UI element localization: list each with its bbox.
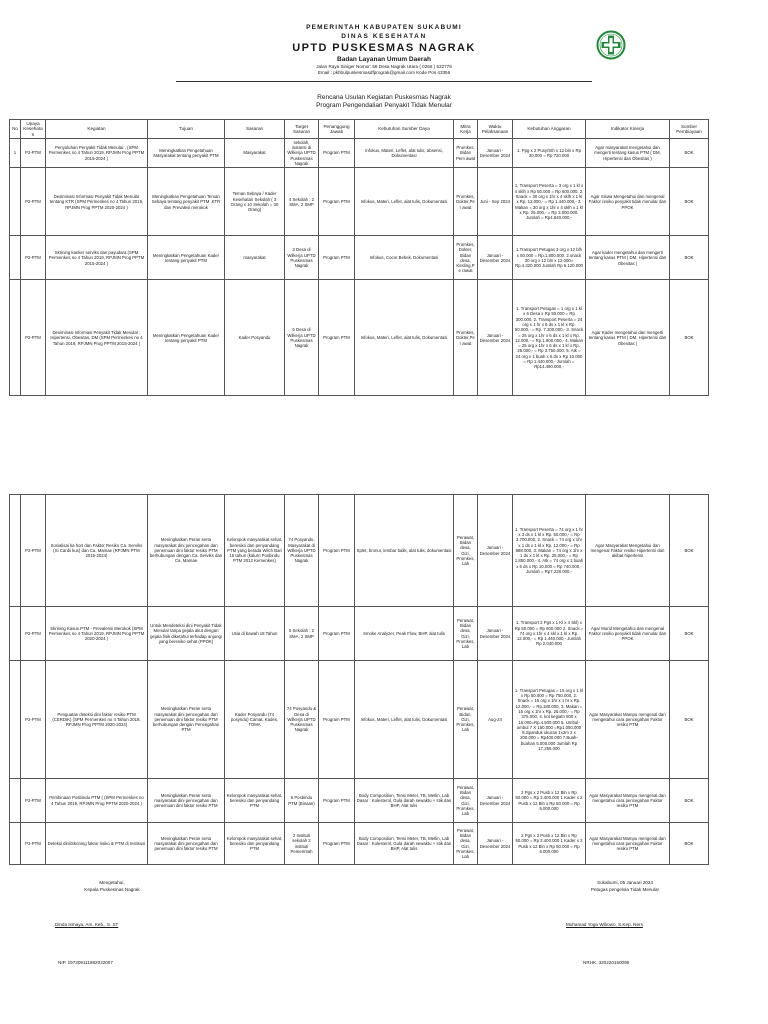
cell-indikator: Agar Masyarakat Mampu mengenal dan mengetahui cara pencegahan Faktor resiko PTM: [586, 661, 670, 779]
letterhead: [0, 24, 768, 75]
cell-tujuan: Meningkatkan Pengetahuan Kader tentang penyakit PTM: [148, 236, 225, 280]
cell-pj: Program PTM: [319, 661, 355, 779]
cell-target: 2 Instituti sekolah 2 instituti Pemerintah: [285, 823, 319, 865]
table-header-row: [10, 120, 709, 139]
table-row: [10, 280, 709, 396]
table-row: [10, 168, 709, 236]
cell-tujuan: Meningkatkan Peran serta masyarakat dini pencegahan dan penemuan dini faktor resiko PTM: [148, 779, 225, 823]
cell-pembiayaan: BOK: [670, 779, 709, 823]
cell-anggaran: 2 Pgs x 2 Pusb x 12 Bln x Rp 50.000 = Rp 2.400.000 1 Kader x 2 Pusb x 12 Bln x Rp 50.000 = Rp 6.000.000: [513, 823, 586, 865]
header-no: No: [10, 120, 21, 139]
cell-kegiatan: Skrining kanker serviks dan payudara (SPM Permenkes no 4 Tahun 2019, RPJMN Prog PPTM 2015-2024 ): [46, 236, 148, 280]
cell-waktu: Januari - Desember 2024: [478, 779, 513, 823]
cell-waktu: Januari - Desember 2024: [478, 236, 513, 280]
cell-target: 74 Posyandu, Masyarakat di Wilkerja UPTD Puskesmas Nagrak: [285, 495, 319, 607]
cell-anggaran: 1. Transport Petugas = 1 org x 1 kl x 6 Desa x Rp 50.000 = Rp 300.000, 2. Transport Peserta = 24 org x 1 hr x 6 ds x 1 kl x Rp. 50.000,- = Rp. 7.200.000,- 3. Snack = 25 org x 1hr x 6 ds x 1 kl x Rp. 12.000,- = Rp.1.800.000,- 4. Makan = 25 org x 1hr x 6 ds x 1 kl x Rp. 25.000,- = Rp 3.750.000. 5. Atk = 24 org x 1 buah x 6 ds x Rp 10.000 = Rp 1.440.000,- Jumlah = Rp14.490.000,-: [513, 280, 586, 396]
cell-kegiatan: Skrining Kasus PTM - Prevalensi Merokok (SPM Permenkes no 4 Tahun 2019, RPJMN Prog PPTM 2020-2024 ): [46, 607, 148, 661]
cell-mitra: Promkes, Dokter, Bidan desa, Kesling,Pe rawat: [454, 236, 478, 280]
signature-right-name: Muhamad Yoga Wibowo, S.Kep. Ners: [566, 922, 643, 927]
cell-mitra: Perawat, Bidan desa, Gizi, Promkes, Lab: [454, 607, 478, 661]
cell-no: [10, 495, 21, 607]
cell-waktu: Januari - Desember 2024: [478, 607, 513, 661]
signature-left-nip: NIP. 197309111982032007: [58, 960, 113, 965]
cell-no: [10, 280, 21, 396]
cell-anggaran: 1. Transport Petugas = 15 org x 1 kl x Rp 50.000 = Rp 750.000, 2. Snack = 15 org x 1hr x 1 hr x Rp. 12.000,- = Rp.180.000, 3. Makan = 15 org x 1hr x Rp. 25.000,- = Rp 375.000, 4. kot kegiatn 800 x 15.000=Rp.4.500.000 5. Umbul-umbul 7 X 150.000 =Rp1.050.000 6.Spanduk ukuran 1x2m 2 x 200.000 = Rp400.000 7.Buah-buahan 5.000.000 Jumlah Rp 17.255.000: [513, 661, 586, 779]
signature-right-nip: NRHK. 320220160096: [583, 960, 630, 965]
cell-upaya: P2-PTM: [21, 280, 46, 396]
letterhead-address: Jalan Raya Siniger Nomor: 56 Desa Nagrak Utara ( 0266 ) 532779: [316, 64, 452, 69]
cell-kegiatan: Desiminasi Informasi Penyakit Tidak Menular tentang KTR (SPM Permenkes no 4 Tahun 2019, RPJMN Prog PPTM 2020-2024 ): [46, 168, 148, 236]
cell-indikator: Agar masyarakat mengetahui dan mengerti tentang kasus PTM ( DM, Hipertensi dan Obesitas ): [586, 138, 670, 167]
cell-indikator: Agar Siswa Mengetahui dan mengenal Faktor resiko penyakit tidak menular dan PPOK: [586, 168, 670, 236]
cell-sasaran: Kader Posyandu (74 posyndu) Camat, Kades, TOMA: [225, 661, 285, 779]
cell-kegiatan: Desiminasi Informasi Penyakit Tidak Menular ; Hipertensi, Obesitas, DM (SPM Permenkes no 4 Tahun 2019, RPJMN Prog PPTM 2015-2024 ): [46, 280, 148, 396]
cell-target: sekolah, instansi di Wilkerja UPTD Puskesmas Nagrak: [285, 138, 319, 167]
cell-mitra: Perawat, Bidan desa, Gizi, Promkes, Lab: [454, 823, 478, 865]
cell-anggaran: 1. Transport 3 Pgs x 1 Kl x 4 Skl) x Rp 50.000 = Rp 600.000 2. Snack = 74 org x 1hr x 4 skl x 1 kl x Rp. 12.000,- = Rp 1.440.000,- Jumlah Rp 2.040.000: [513, 607, 586, 661]
signature-right-date: Sukabumi, 05 Januari 2024: [597, 880, 653, 885]
table-row: [10, 779, 709, 823]
header-target: Target Sasaran: [285, 120, 319, 139]
cell-sumber: Body Composition, Tensi Meter, TB, Metlin, Lab Dasar : Kolesterol, Gula darah sewaktu + stik dan BHP, Alat tulis: [355, 823, 454, 865]
table-row: [10, 138, 709, 167]
cell-mitra: Promkes, Dokter,Per awat: [454, 168, 478, 236]
cell-upaya: P2-PTM: [21, 138, 46, 167]
table-row: [10, 236, 709, 280]
cell-waktu: Januari - Desember 2024: [478, 495, 513, 607]
cell-indikator: Agar Kader mengetahui dan mengerti tentang kasus PTM ( DM, Hipertensi dan Obesitas ): [586, 280, 670, 396]
cell-target: 6 Desa di Wilkerja UPTD Puskesmas Nagrak: [285, 280, 319, 396]
letterhead-government: PEMERINTAH KABUPATEN SUKABUMI: [306, 24, 462, 31]
cell-target: 3 Desa di Wilkerja UPTD Puskesmas Nagrak: [285, 236, 319, 280]
cell-target: 6 Posbindu PTM (Binaan): [285, 779, 319, 823]
cell-pembiayaan: BOK: [670, 607, 709, 661]
cell-no: [10, 661, 21, 779]
cell-indikator: Agar Masyarakat Mampu mengenal dan mengetahui cara pencegahan Faktor resiko PTM: [586, 779, 670, 823]
cell-mitra: Promkes, Dokter,Per awat: [454, 280, 478, 396]
cell-pj: Program PTM: [319, 495, 355, 607]
cell-indikator: Agar Masyarakat Mampu mengenal dan mengetahui cara pencegahan Faktor resiko PTM: [586, 823, 670, 865]
header-pembiayaan: Sumber Pembiayaan: [670, 120, 709, 139]
cell-sumber: Smoke Analyzer, Peak Flow, BHP, alat tulis: [355, 607, 454, 661]
signature-right: [565, 880, 685, 892]
cell-pj: Program PTM: [319, 138, 355, 167]
cell-tujuan: Meningkatkan Pengetahuan Masyarakat tentang penyakit PTM: [148, 138, 225, 167]
header-tujuan: Tujuan: [148, 120, 225, 139]
cell-no: 1: [10, 138, 21, 167]
cell-tujuan: Meningkatkan Pengetahuan Kader tentang penyakit PTM: [148, 280, 225, 396]
cell-waktu: Januari - Desember 2024: [478, 823, 513, 865]
cell-indikator: Agar Masyarakat Mengetahui dan mengenal Faktor resiko Hipertensi dan akibat hipertensi: [586, 495, 670, 607]
header-kegiatan: Kegiatan: [46, 120, 148, 139]
cell-kegiatan: Pembinaan Posbindu PTM ( (SPM Permenkes no 4 Tahun 2019, RPJMN Prog PPTM 2020-2024 ): [46, 779, 148, 823]
title-line-2: Program Pengendalian Penyakit Tidak Menular: [316, 102, 452, 109]
cell-no: [10, 607, 21, 661]
table-row: [10, 607, 709, 661]
table-row: [10, 495, 709, 607]
letterhead-email: Email : pkhbulpuskesmasdfprograk@gmail.com Kode Pos 43356: [317, 70, 451, 75]
cell-tujuan: Meningkatkan Peran serta masyarakat dini pencegahan dan penemuan dini faktor resiko PTM: [148, 823, 225, 865]
letterhead-unit: UPTD PUSKESMAS NAGRAK: [292, 42, 476, 54]
cell-indikator: Agar kader mengetahui dan mengerti tentang kasus PTM ( DM, Hipertensi dan Obesitas ): [586, 236, 670, 280]
activity-table-page2: [9, 494, 709, 865]
letterhead-divider: [176, 81, 592, 82]
header-indikator: Indikator Kinerja: [586, 120, 670, 139]
cell-kegiatan: Penyuluhan Penyakit Tidak Menular , (SPM Permenkes no 4 Tahun 2019, RPJMN Prog PPTM 2015-2024 ): [46, 138, 148, 167]
header-penanggung-jawab: Penanggung Jawab: [319, 120, 355, 139]
cell-pj: Program PTM: [319, 823, 355, 865]
cell-no: [10, 168, 21, 236]
cell-upaya: P2-PTM: [21, 779, 46, 823]
cell-pj: Program PTM: [319, 280, 355, 396]
cell-sumber: Infokus, Materi, Leflet, alat tulis, Dokumentasi: [355, 661, 454, 779]
signature-left-name: Dinda Ismaya, Am. Keb., S. ST: [55, 922, 119, 927]
cell-sumber: Body Composition, Tensi Meter, TB, Metlin, Lab Dasar : Kolesterol, Gula darah sewaktu + stik dan BHP, Alat tulis: [355, 779, 454, 823]
cell-upaya: P2-PTM: [21, 495, 46, 607]
cell-pembiayaan: BOK: [670, 138, 709, 167]
cell-waktu: Juni - Sep 2024: [478, 168, 513, 236]
cell-indikator: Agar Murid Mengetahui dan mengenal Faktor resiko penyakit tidak menular dan PPOK: [586, 607, 670, 661]
cell-pembiayaan: BOK: [670, 236, 709, 280]
cell-sumber: Infokus, Materi, Leflet, alat tulis, absensi, Dokumentasi: [355, 138, 454, 167]
header-mitra: Mitra Kerja: [454, 120, 478, 139]
cell-sumber: Infokus, Materi, Leflet, alat tulis, Dokumentasi: [355, 280, 454, 396]
cell-pembiayaan: BOK: [670, 168, 709, 236]
cell-pj: Program PTM: [319, 779, 355, 823]
cell-sumber: Splet, bronur, lembar balik, alat tulis, dokumentasi: [355, 495, 454, 607]
header-sasaran: Sasaran: [225, 120, 285, 139]
cell-anggaran: 1. Ppg x 2 Pusy/Sth x 12 bln x Rp 30.000 = Rp 720.000: [513, 138, 586, 167]
cell-pj: Program PTM: [319, 236, 355, 280]
cell-upaya: P2-PTM: [21, 236, 46, 280]
table-row: [10, 661, 709, 779]
cell-no: [10, 779, 21, 823]
cell-sasaran: Kelompok masyarakat sehat, beresiko dan penyandang PTM yang berada Wilch Bari 15 tahun (kalurn Posbindu PTM 2012 Kemenkes): [225, 495, 285, 607]
signature-right-title: Petugas pengelola Tidak Menular: [590, 887, 660, 892]
cell-pembiayaan: BOK: [670, 280, 709, 396]
signature-left-label: Mengetahui,: [99, 880, 125, 885]
cell-anggaran: 2 Pgs x 2 Pusb x 12 Bln x Rp 50.000 = Rp 2.400.000 1 Kader x 2 Pusb x 12 Bln x Rp 50.000 = Rp 6.000.000: [513, 779, 586, 823]
cell-anggaran: 1. Transport Peserta = 74 org x 1 hr x 3 ds x 1 kl x Rp. 50.000,- = Rp 3.700.000, 2. Snack = 74 org x 1hr x 1 ds x 1 kl x Rp. 12.000,- = Rp 888.000, 3. Makan = 74 org x 1hr x 1 ds x 1 kl x Rp. 25.000,- = Rp 1.850.000,- 4. Atk = 74 org x 1 buah x 6 ds x Rp 10.000 = Rp 740.000,- Jumlah = Rp7.228.000,-: [513, 495, 586, 607]
cell-mitra: Perawat, Bidan desa, Gizi, Promkes, Lab: [454, 495, 478, 607]
cell-mitra: Promkes, Bidan Pem awat: [454, 138, 478, 167]
table-row: [10, 823, 709, 865]
cell-sasaran: masyarakat: [225, 236, 285, 280]
cell-anggaran: 1.Transport Petugas 3 org x 12 blh x 50.000 = Rp.1.800.000. 2.snack 30 org x 12 bln x 12.000= Rp.4.320.000 Jumlah Rp 6.120.000: [513, 236, 586, 280]
cell-sasaran: Kader Posyandu: [225, 280, 285, 396]
cell-pj: Program PTM: [319, 607, 355, 661]
header-upaya: Upaya Kesehatan: [21, 120, 46, 139]
cell-target: 5 Sekolah : 2 SMA, 2 SMP: [285, 607, 319, 661]
letterhead-agency: DINAS KESEHATAN: [341, 33, 427, 40]
header-sumber-daya: Kebutuhan Sumber Daya: [355, 120, 454, 139]
cell-tujuan: Meningkatkan Pengetahuan Teman Sebaya tentang penyakit PTM ,KTR dan Prevalesi merokok: [148, 168, 225, 236]
letterhead-status: Badan Layanan Umum Daerah: [337, 56, 431, 63]
cell-sasaran: Kelompok masyarakat sehat, beresiko dan penyandang PTM: [225, 779, 285, 823]
signature-left-title: Kepala Puskesmas Nagrak: [84, 887, 140, 892]
cell-pembiayaan: BOK: [670, 661, 709, 779]
cell-sasaran: Kelompok masyarakat sehat, beresiko dan penyandang PTM: [225, 823, 285, 865]
cell-no: [10, 236, 21, 280]
cell-upaya: P2-PTM: [21, 661, 46, 779]
document-title: [0, 94, 768, 110]
cell-upaya: P2-PTM: [21, 823, 46, 865]
cell-upaya: P2-PTM: [21, 168, 46, 236]
signature-left: [52, 880, 172, 892]
cell-target: 74 Posyandu & Desa di Wilkerja UPTD Puskesmas Nagrak: [285, 661, 319, 779]
cell-pj: Program PTM: [319, 168, 355, 236]
cell-pembiayaan: BOK: [670, 823, 709, 865]
cell-tujuan: Meningkatkan Peran serta masyarakat dini pencegahan dan penemuan dini faktor resiko PTM berhubungan dengan Pencegahan PTM: [148, 661, 225, 779]
cell-anggaran: 1. Transport Peserta = 3 org x 1 kl x 4 sklh x Rp 50.000 = Rp 600.000. 2. Snack = 30 org x 1hr x 4 sklh x 1 kl x Rp. 12.000,- = Rp 1.440.000,- 3. Makan = 30 org x 1hr x 4 sklh x 1 kl x Rp. 25.000,- = Rp 3.000.000. Jumlah = Rp4.840.000,-: [513, 168, 586, 236]
cell-kegiatan: Deteksi dini/Skrining faktor risiko & PTM di Instisusi: [46, 823, 148, 865]
puskesmas-cross-icon: [596, 30, 626, 60]
cell-target: 4 Sekolah : 2 SMA, 2 SMP: [285, 168, 319, 236]
cell-pembiayaan: BOK: [670, 495, 709, 607]
cell-mitra: Perawat, Bidan, Gizi, Promkes, Lab: [454, 661, 478, 779]
cell-sasaran: Teman Sebaya / Kader Kesehatan Sekolah ( 3 Orang x 10 Sekolah = 30 Orang): [225, 168, 285, 236]
cell-tujuan: Meningkatkan Peran serta masyarakat dini pencegahan dan penemuan dini faktor resiko PTM berhubungan dengan Ca. Serviks dan Ca. Mamae: [148, 495, 225, 607]
cell-kegiatan: Penguatan deteksi dini faktor resiko PTM (CERDIK) (SPM Permenkes no 4 Tahun 2019, RPJMN Prog PPTM 2020-2024): [46, 661, 148, 779]
cell-tujuan: Untuk Mendeteksi dini Penyakit Tidak Menular tanpa gejala akut dengan gejala fisik diketahui terhadap anjungi yang beresiko sehat (PPOK): [148, 607, 225, 661]
cell-mitra: Perawat, Bidan desa, Gizi, Promkes, Lab: [454, 779, 478, 823]
cell-sumber: Infokus, Cocor Bebek. Dokumentasi: [355, 236, 454, 280]
header-waktu: Waktu Pelaksanaan: [478, 120, 513, 139]
activity-table-page1: [9, 119, 709, 396]
cell-sasaran: Usia di bawah 18 Tahun: [225, 607, 285, 661]
cell-sasaran: Masyarakat: [225, 138, 285, 167]
cell-no: [10, 823, 21, 865]
cell-kegiatan: Sosialisai ka hort dan Faktor Resiko Ca. Serviks (Si Canbi kus) dan Ca. Mamae (RPJMN PTM 2015-2024): [46, 495, 148, 607]
cell-waktu: Aug-24: [478, 661, 513, 779]
cell-waktu: Januari - Desember 2024: [478, 138, 513, 167]
title-line-1: Rencana Usulan Kegiatan Puskesmas Nagrak: [317, 94, 451, 101]
cell-upaya: P2-PTM: [21, 607, 46, 661]
cell-waktu: Januari - Desember 2024: [478, 280, 513, 396]
cell-sumber: Infokus, Materi, Leflet, alat tulis, Dokumentasi: [355, 168, 454, 236]
header-anggaran: Kebutuhan Anggaran: [513, 120, 586, 139]
